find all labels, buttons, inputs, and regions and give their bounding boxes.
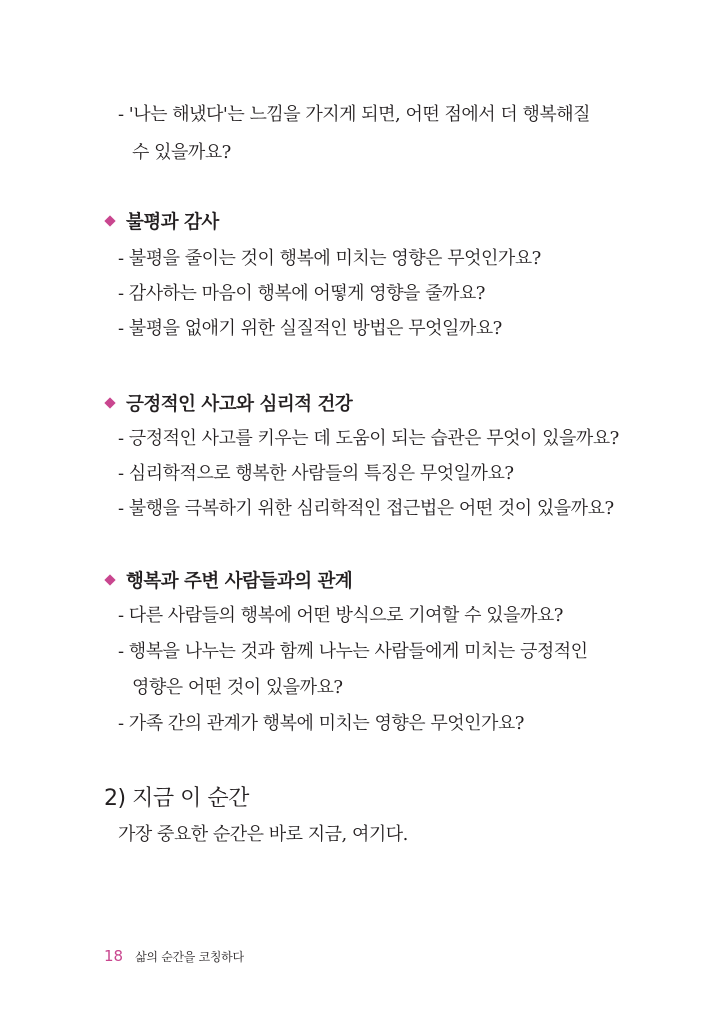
question-line: - 긍정적인 사고를 키우는 데 도움이 되는 습관은 무엇이 있을까요? bbox=[118, 428, 619, 449]
body-paragraph: 가장 중요한 순간은 바로 지금, 여기다. bbox=[118, 824, 408, 845]
question-line-continued: 수 있을까요? bbox=[132, 142, 231, 163]
page-footer bbox=[104, 948, 244, 964]
running-title: 삶의 순간을 코칭하다 bbox=[135, 950, 244, 964]
question-line: - 불평을 줄이는 것이 행복에 미치는 영향은 무엇인가요? bbox=[118, 248, 541, 269]
question-line: - 심리학적으로 행복한 사람들의 특징은 무엇일까요? bbox=[118, 463, 514, 484]
section-title: 2) 지금 이 순간 bbox=[104, 786, 249, 811]
diamond-bullet-icon bbox=[104, 215, 115, 226]
question-line: - 행복을 나누는 것과 함께 나누는 사람들에게 미치는 긍정적인 bbox=[118, 641, 588, 662]
section-heading bbox=[106, 396, 352, 415]
section-heading-text: 긍정적인 사고와 심리적 건강 bbox=[126, 394, 353, 415]
page-number: 18 bbox=[104, 947, 124, 965]
diamond-bullet-icon bbox=[104, 574, 115, 585]
section-heading bbox=[106, 573, 352, 592]
question-line: - 가족 간의 관계가 행복에 미치는 영향은 무엇인가요? bbox=[118, 713, 524, 734]
section-heading-text: 행복과 주변 사람들과의 관계 bbox=[126, 571, 353, 592]
section-heading bbox=[106, 214, 219, 233]
question-line: - 감사하는 마음이 행복에 어떻게 영향을 줄까요? bbox=[118, 283, 485, 304]
question-line: - 다른 사람들의 행복에 어떤 방식으로 기여할 수 있을까요? bbox=[118, 605, 563, 626]
diamond-bullet-icon bbox=[104, 397, 115, 408]
question-line: - 불평을 없애기 위한 실질적인 방법은 무엇일까요? bbox=[118, 318, 502, 339]
section-heading-text: 불평과 감사 bbox=[126, 212, 219, 233]
question-line: - '나는 해냈다'는 느낌을 가지게 되면, 어떤 점에서 더 행복해질 bbox=[118, 104, 591, 125]
question-line: - 불행을 극복하기 위한 심리학적인 접근법은 어떤 것이 있을까요? bbox=[118, 498, 614, 519]
question-line-continued: 영향은 어떤 것이 있을까요? bbox=[132, 677, 343, 698]
